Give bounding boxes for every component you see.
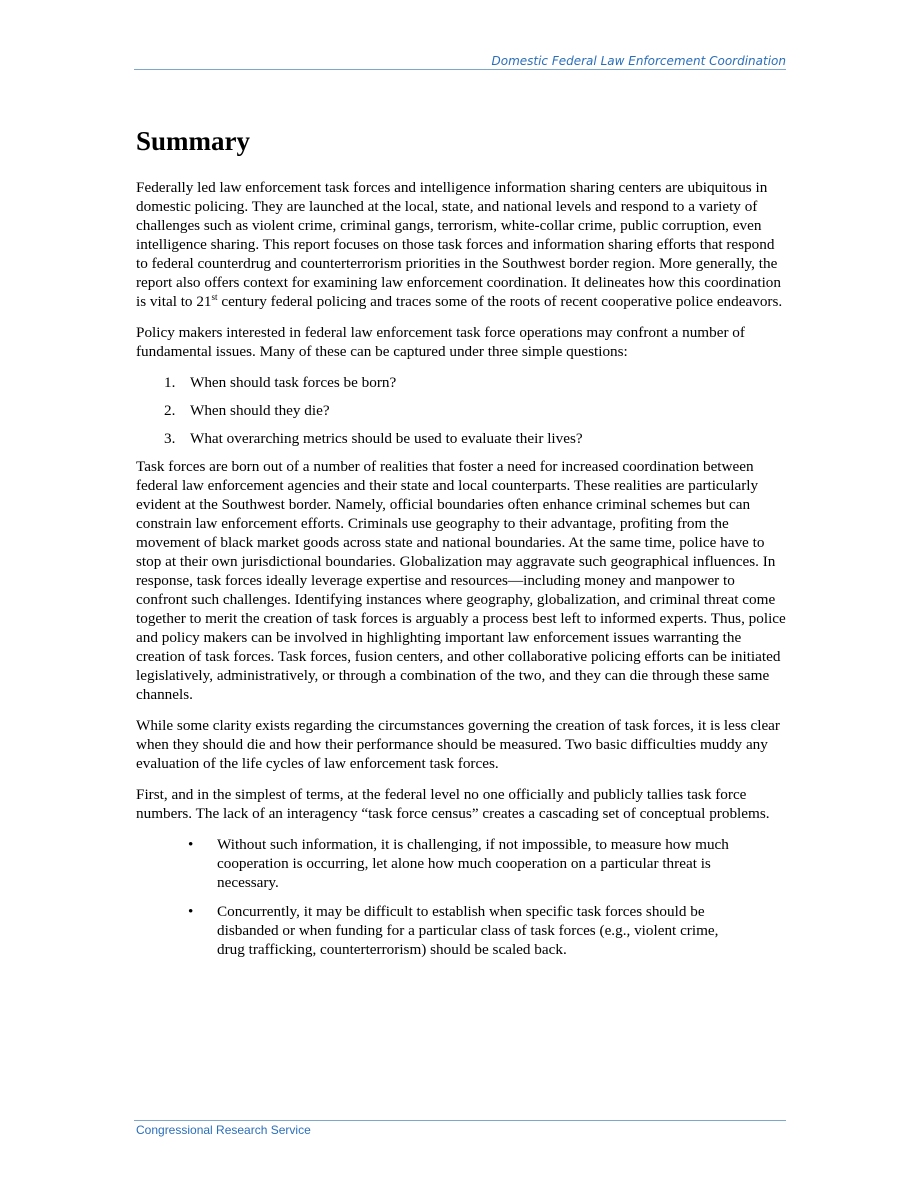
list-item <box>136 401 788 420</box>
list-item <box>136 835 737 892</box>
questions-list <box>136 373 788 448</box>
bullet-list <box>136 835 788 959</box>
section-heading: Summary <box>136 126 250 156</box>
running-header-title: Domestic Federal Law Enforcement Coordination <box>491 54 786 68</box>
footer-rule <box>134 1120 786 1121</box>
list-item-text: When should task forces be born? <box>190 374 397 391</box>
list-item-text: Without such information, it is challenging, if not impossible, to measure how much cooperation is occurring, let alone how much cooperation on a particular threat is necessary. <box>217 836 729 891</box>
paragraph-intro-text: Federally led law enforcement task forces and intelligence information sharing centers are ubiquitous in domestic policing. They are launched at the local, state, and national levels and respond to a variety of challenges such as violent crime, criminal gangs, terrorism, white-collar crime, public corruption, even intelligence sharing. This report focuses on those task forces and information sharing efforts that respond to federal counterdrug and counterterrorism priorities in the Southwest border region. More generally, the report also offers context for examining law enforcement coordination. It delineates how this coordination is vital to 21 <box>136 179 781 310</box>
list-number: 3. <box>164 430 176 447</box>
list-item <box>136 902 737 959</box>
paragraph-task-forces-born: Task forces are born out of a number of realities that foster a need for increased coordination between federal law enforcement agencies and their state and local counterparts. These realities are particularly evident at the Southwest border. Namely, official boundaries often enhance criminal schemes but can constrain law enforcement efforts. Criminals use geography to their advantage, profiting from the movement of black market goods across state and national boundaries. At the same time, police have to stop at their own jurisdictional boundaries. Globalization may aggravate such geographical influences. In response, task forces ideally leverage expertise and resources—including money and manpower to confront such challenges. Identifying instances where geography, globalization, and criminal threat come together to merit the creation of task forces is arguably a process best left to informed experts. Thus, police and policy makers can be involved in highlighting important law enforcement issues warranting the creation of task forces. Task forces, fusion centers, and other collaborative policing efforts can be initiated legislatively, administratively, or through a combination of the two, and they can die through these same channels. <box>136 458 786 703</box>
list-number: 1. <box>164 374 176 391</box>
paragraph-first: First, and in the simplest of terms, at the federal level no one officially and publicly tallies task force numbers. The lack of an interagency “task force census” creates a cascading set of conceptual problems. <box>136 786 770 822</box>
bullet-icon: • <box>188 836 194 853</box>
header-rule <box>134 69 786 70</box>
list-item-text: Concurrently, it may be difficult to establish when specific task forces should be disbanded or when funding for a particular class of task forces (e.g., violent crime, drug trafficking, counterterrorism) should be scaled back. <box>217 903 719 958</box>
paragraph-policy-makers: Policy makers interested in federal law enforcement task force operations may confront a number of fundamental issues. Many of these can be captured under three simple questions: <box>136 324 745 360</box>
footer-publisher: Congressional Research Service <box>136 1123 311 1137</box>
ordinal-superscript: st <box>211 292 218 302</box>
page-content <box>136 124 788 969</box>
list-item <box>136 373 788 392</box>
paragraph-intro <box>136 178 788 311</box>
list-number: 2. <box>164 402 176 419</box>
bullet-icon: • <box>188 903 194 920</box>
paragraph-intro-text-end: century federal policing and traces some of the roots of recent cooperative police endeavors. <box>217 293 783 310</box>
list-item <box>136 429 788 448</box>
list-item-text: When should they die? <box>190 402 330 419</box>
list-item-text: What overarching metrics should be used to evaluate their lives? <box>190 430 583 447</box>
paragraph-clarity: While some clarity exists regarding the circumstances governing the creation of task forces, it is less clear when they should die and how their performance should be measured. Two basic difficulties muddy any evaluation of the life cycles of law enforcement task forces. <box>136 717 780 772</box>
